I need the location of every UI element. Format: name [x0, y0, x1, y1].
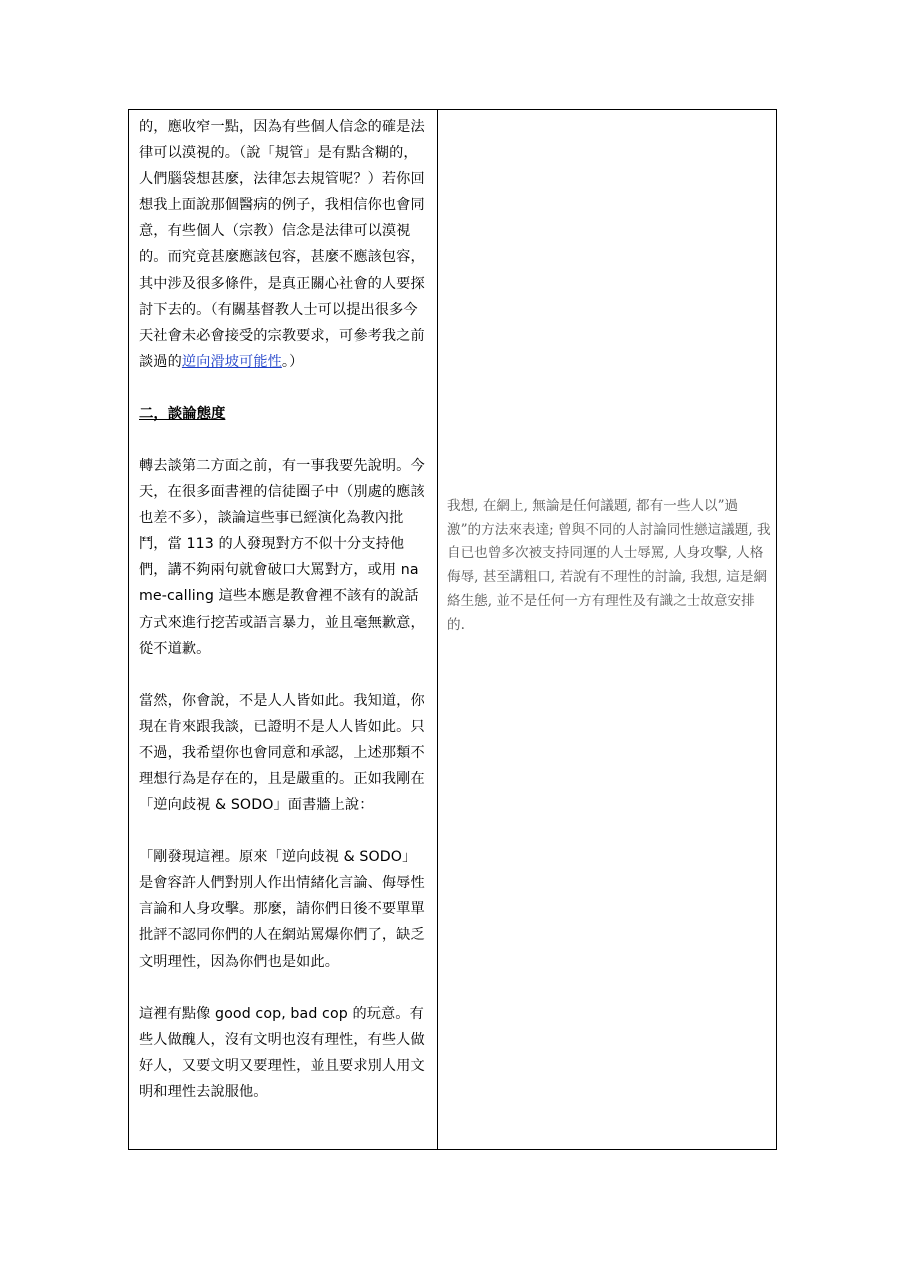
- paragraph-1-end: 。）: [281, 353, 304, 370]
- right-column: [438, 110, 776, 1149]
- paragraph-4: 「剛發現這裡。原來「逆向歧視 & SODO」是會容許人們對別人作出情緒化言論、侮辱性言論和人身攻擊。那麼，請你們日後不要單單批評不認同你們的人在網站罵爆你們了，缺乏文明理性，因為你們也是如此。: [139, 849, 425, 970]
- paragraph-1: [139, 114, 427, 375]
- reply-comment: 我想, 在網上, 無論是任何議題, 都有一些人以”過激”的方法來表達; 曾與不同的人討論同性戀這議題, 我自已也曾多次被支持同運的人士辱罵, 人身攻擊, 人格侮辱, 甚至講粗口, 若說有不理性的討論, 我想, 這是網絡生態, 並不是任何一方有理性及有識之士故意安排的.: [447, 498, 771, 633]
- document-table: [128, 109, 777, 1150]
- reverse-slippery-slope-link[interactable]: 逆向滑坡可能性: [181, 353, 282, 370]
- section-heading: 二，談論態度: [139, 405, 226, 422]
- left-column: [129, 110, 438, 1149]
- paragraph-2: 轉去談第二方面之前，有一事我要先說明。今天，在很多面書裡的信徒圈子中（別處的應該也差不多），談論這些事已經演化為教內批鬥，當 113 的人發現對方不似十分支持他們，講不夠兩句就會破口大罵對方，或用 name-calling 這些本應是教會裡不該有的說話方式來進行挖苦或語言暴力，並且毫無歉意，從不道歉。: [139, 457, 425, 657]
- paragraph-5: 這裡有點像 good cop, bad cop 的玩意。有些人做醜人，沒有文明也沒有理性，有些人做好人，又要文明又要理性，並且要求別人用文明和理性去說服他。: [139, 1005, 425, 1100]
- paragraph-1-text: 的，應收窄一點，因為有些個人信念的確是法律可以漠視的。（說「規管」是有點含糊的，人們腦袋想甚麼，法律怎去規管呢？）若你回想我上面說那個醫病的例子，我相信你也會同意，有些個人（宗教）信念是法律可以漠視的。而究竟甚麼應該包容，甚麼不應該包容，其中涉及很多條件，是真正關心社會的人要探討下去的。（有關基督教人士可以提出很多今天社會未必會接受的宗教要求，可參考我之前談過的: [139, 119, 425, 370]
- paragraph-3: 當然，你會說，不是人人皆如此。我知道，你現在肯來跟我談，已證明不是人人皆如此。只不過，我希望你也會同意和承認，上述那類不理想行為是存在的，且是嚴重的。正如我剛在「逆向歧視 & SODO」面書牆上說：: [139, 692, 425, 814]
